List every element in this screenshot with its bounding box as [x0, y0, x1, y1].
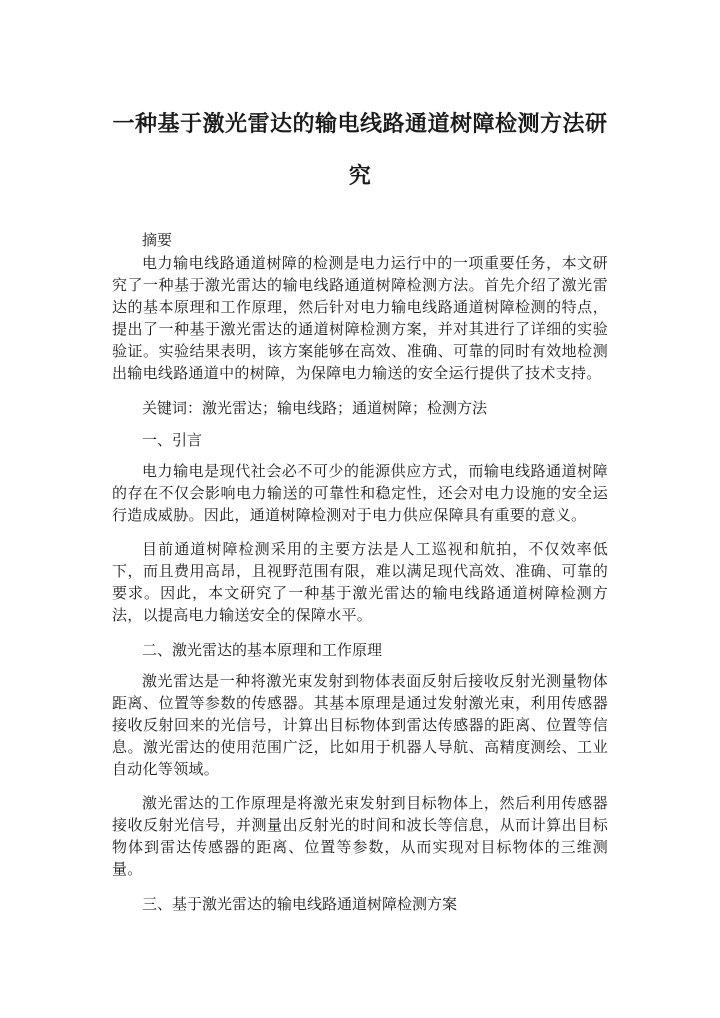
document-title: 一种基于激光雷达的输电线路通道树障检测方法研究: [112, 111, 608, 189]
section-2-paragraph-2: 激光雷达的工作原理是将激光束发射到目标物体上，然后利用传感器接收反射光信号，并测量出反射光的时间和波长等信息，从而计算出目标物体到雷达传感器的距离、位置等参数，从而实现对目标物体的三维测量。: [112, 794, 608, 878]
abstract-text: 电力输电线路通道树障的检测是电力运行中的一项重要任务，本文研究了一种基于激光雷达的输电线路通道树障检测方法。首先介绍了激光雷达的基本原理和工作原理，然后针对电力输电线路通道树障检测的特点，提出了一种基于激光雷达的通道树障检测方案，并对其进行了详细的实验验证。实验结果表明，该方案能够在高效、准确、可靠的同时有效地检测出输电线路通道中的树障，为保障电力输送的安全运行提供了技术支持。: [112, 254, 608, 382]
section-3-heading: 三、基于激光雷达的输电线路通道树障检测方案: [142, 895, 458, 913]
abstract-label: 摘要: [142, 231, 173, 249]
section-2-paragraph-1: 激光雷达是一种将激光束发射到物体表面反射后接收反射光测量物体距离、位置等参数的传感器。其基本原理是通过发射激光束，利用传感器接收反射回来的光信号，计算出目标物体到雷达传感器的距离、位置等信息。激光雷达的使用范围广泛，比如用于机器人导航、高精度测绘、工业自动化等领域。: [112, 672, 608, 778]
section-1-heading: 一、引言: [142, 431, 203, 449]
keywords-line: 关键词：激光雷达；输电线路；通道树障；检测方法: [142, 399, 488, 417]
section-1-paragraph-1: 电力输电是现代社会必不可少的能源供应方式，而输电线路通道树障的存在不仅会影响电力输送的可靠性和稳定性，还会对电力设施的安全运行造成威胁。因此，通道树障检测对于电力供应保障具有重要的意义。: [112, 462, 608, 524]
section-2-heading: 二、激光雷达的基本原理和工作原理: [142, 641, 383, 659]
section-1-paragraph-2: 目前通道树障检测采用的主要方法是人工巡视和航拍，不仅效率低下，而且费用高昂，且视野范围有限，难以满足现代高效、准确、可靠的要求。因此，本文研究了一种基于激光雷达的输电线路通道树障检测方法，以提高电力输送安全的保障水平。: [112, 540, 608, 624]
